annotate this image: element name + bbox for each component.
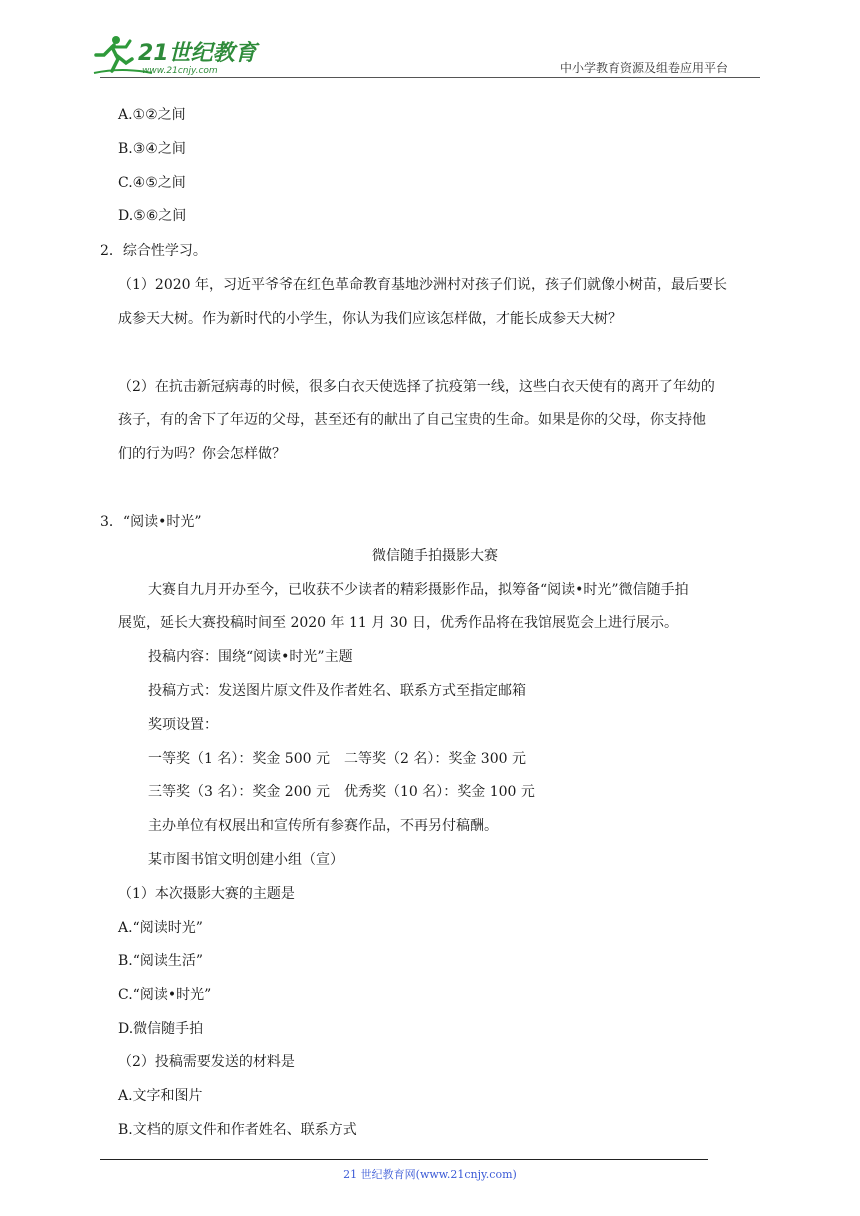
organizer: 某市图书馆文明创建小组（宣）: [148, 852, 344, 868]
sub-question-2-option-b: B.文档的原文件和作者姓名、联系方式: [118, 1122, 357, 1138]
question-2-part-2-cont: 孩子，有的舍下了年迈的父母，甚至还有的献出了自己宝贵的生命。如果是你的父母，你支持他: [118, 412, 706, 428]
sub-question-1: （1）本次摄影大赛的主题是: [118, 886, 295, 902]
header-divider: [100, 77, 760, 78]
question-2-part-1-cont: 成参天大树。作为新时代的小学生，你认为我们应该怎样做，才能长成参天大树？: [118, 311, 622, 327]
sub-question-1-option-d: D.微信随手拍: [118, 1021, 204, 1037]
svg-text:www.21cnjy.com: www.21cnjy.com: [142, 66, 218, 76]
submission-method: 投稿方式：发送图片原文件及作者姓名、联系方式至指定邮箱: [148, 683, 526, 699]
question-2-part-2: （2）在抗击新冠病毒的时候，很多白衣天使选择了抗疫第一线，这些白衣天使有的离开了年幼的: [118, 379, 715, 395]
question-3-title: 3．“阅读•时光”: [100, 514, 202, 530]
contest-intro: 大赛自九月开办至今，已收获不少读者的精彩摄影作品，拟筹备“阅读•时光”微信随手拍: [148, 582, 689, 598]
sub-question-1-option-a: A.“阅读时光”: [118, 920, 203, 936]
question-2-part-1: （1）2020 年，习近平爷爷在红色革命教育基地沙洲村对孩子们说，孩子们就像小树苗，最后要长: [118, 277, 727, 293]
site-logo: [92, 33, 262, 77]
footer-link[interactable]: 21 世纪教育网(www.21cnjy.com): [343, 1168, 517, 1181]
platform-name: 中小学教育资源及组卷应用平台: [560, 61, 729, 75]
contest-title: 微信随手拍摄影大赛: [372, 548, 498, 564]
rights-statement: 主办单位有权展出和宣传所有参赛作品，不再另付稿酬。: [148, 818, 498, 834]
sub-question-1-option-b: B.“阅读生活”: [118, 953, 204, 969]
svg-text:21世纪教育: 21世纪教育: [138, 41, 257, 66]
awards-line-1: 一等奖（1 名）：奖金 500 元 二等奖（2 名）：奖金 300 元: [148, 751, 526, 767]
option-a: A.①②之间: [118, 107, 186, 123]
option-c: C.④⑤之间: [118, 175, 186, 191]
footer-divider: [100, 1159, 708, 1160]
question-2-part-2-end: 们的行为吗？你会怎样做？: [118, 446, 286, 462]
option-d: D.⑤⑥之间: [118, 208, 187, 224]
sub-question-2-option-a: A.文字和图片: [118, 1088, 203, 1104]
option-b: B.③④之间: [118, 141, 186, 157]
question-2-title: 2．综合性学习。: [100, 243, 207, 259]
awards-line-2: 三等奖（3 名）：奖金 200 元 优秀奖（10 名）：奖金 100 元: [148, 784, 535, 800]
sub-question-2: （2）投稿需要发送的材料是: [118, 1054, 295, 1070]
submission-content: 投稿内容：围绕“阅读•时光”主题: [148, 649, 353, 665]
sub-question-1-option-c: C.“阅读•时光”: [118, 987, 212, 1003]
awards-heading: 奖项设置：: [148, 717, 218, 733]
contest-intro-cont: 展览，延长大赛投稿时间至 2020 年 11 月 30 日，优秀作品将在我馆展览会上进行展示。: [118, 615, 678, 631]
